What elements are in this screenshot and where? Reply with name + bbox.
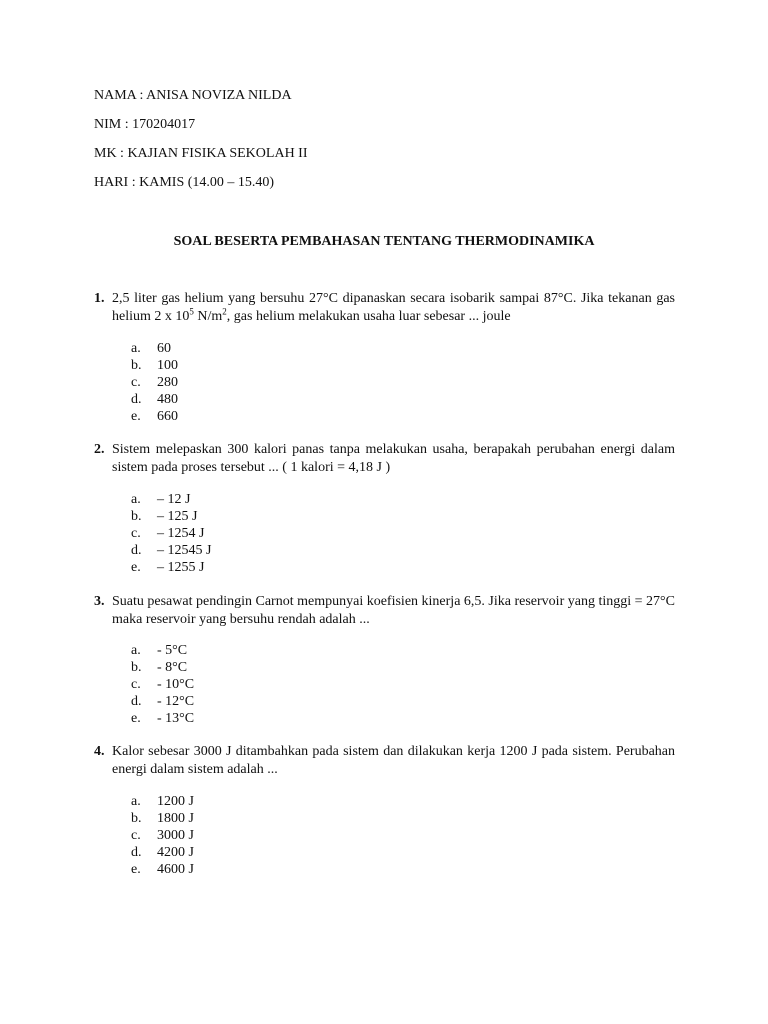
answer-option (131, 391, 178, 408)
option-text: 4200 J (157, 845, 194, 860)
option-text: 1200 J (157, 794, 194, 809)
option-text: - 8°C (157, 660, 188, 675)
question-4 (94, 743, 675, 779)
answer-option (131, 491, 211, 508)
answer-option (131, 710, 194, 727)
option-letter: c. (131, 677, 141, 692)
option-text: – 125 J (157, 509, 198, 524)
option-letter: b. (131, 660, 142, 675)
student-nim: NIM : 170204017 (94, 117, 196, 132)
option-letter: d. (131, 694, 142, 709)
option-text: 4600 J (157, 862, 194, 877)
answer-option (131, 525, 211, 542)
option-text: – 1255 J (157, 560, 205, 575)
question-number: 3. (94, 594, 105, 609)
option-text: 660 (157, 409, 178, 424)
answer-option (131, 374, 178, 391)
student-name: NAMA : ANISA NOVIZA NILDA (94, 88, 292, 103)
option-letter: d. (131, 392, 142, 407)
answer-option (131, 810, 194, 827)
course-name: MK : KAJIAN FISIKA SEKOLAH II (94, 146, 308, 161)
option-text: - 13°C (157, 711, 195, 726)
option-letter: c. (131, 375, 141, 390)
option-text: 480 (157, 392, 178, 407)
option-letter: a. (131, 492, 141, 507)
option-letter: c. (131, 526, 141, 541)
answer-option (131, 542, 211, 559)
answer-option (131, 793, 194, 810)
option-text: - 5°C (157, 643, 188, 658)
question-text: Sistem melepaskan 300 kalori panas tanpa melakukan usaha, berapakah perubahan energi dalam sistem pada proses tersebut ... ( 1 kalori = 4,18 J ) (112, 442, 675, 475)
option-letter: b. (131, 509, 142, 524)
question-number: 1. (94, 291, 105, 306)
answer-option (131, 861, 194, 878)
question-number: 2. (94, 442, 105, 457)
option-text: 1800 J (157, 811, 194, 826)
answer-option (131, 693, 194, 710)
exponent: 5 (189, 306, 194, 317)
option-letter: e. (131, 711, 141, 726)
exponent: 2 (222, 306, 227, 317)
option-letter: a. (131, 794, 141, 809)
question-text-part: 2,5 liter gas helium yang bersuhu 27°C dipanaskan secara isobarik sampai 87°C. Jika tekanan gas helium 2 x 10 (112, 291, 675, 324)
answer-option (131, 844, 194, 861)
option-letter: e. (131, 409, 141, 424)
question-1 (94, 290, 675, 326)
option-text: 280 (157, 375, 178, 390)
option-text: – 1254 J (157, 526, 205, 541)
question-text: Kalor sebesar 3000 J ditambahkan pada sistem dan dilakukan kerja 1200 J pada sistem. Perubahan energi dalam sistem adalah ... (112, 744, 675, 777)
answer-option (131, 827, 194, 844)
answer-option (131, 559, 211, 576)
option-letter: b. (131, 358, 142, 373)
option-text: 3000 J (157, 828, 194, 843)
option-text: – 12 J (157, 492, 191, 507)
option-text: 60 (157, 341, 171, 356)
option-letter: a. (131, 341, 141, 356)
option-letter: d. (131, 543, 142, 558)
answer-options-4 (131, 793, 194, 878)
option-letter: c. (131, 828, 141, 843)
option-text: - 12°C (157, 694, 195, 709)
answer-option (131, 408, 178, 425)
option-letter: b. (131, 811, 142, 826)
question-text: Suatu pesawat pendingin Carnot mempunyai koefisien kinerja 6,5. Jika reservoir yang tinggi = 27°C maka reservoir yang bersuhu rendah adalah ... (112, 594, 675, 627)
question-2 (94, 441, 675, 477)
answer-option (131, 659, 194, 676)
answer-option (131, 340, 178, 357)
answer-options-2 (131, 491, 211, 576)
answer-option (131, 676, 194, 693)
option-letter: e. (131, 560, 141, 575)
option-text: – 12545 J (157, 543, 212, 558)
question-text-part: N/m (193, 309, 223, 324)
option-text: 100 (157, 358, 178, 373)
answer-options-1 (131, 340, 178, 425)
answer-options-3 (131, 642, 194, 727)
question-number: 4. (94, 744, 105, 759)
option-letter: a. (131, 643, 141, 658)
answer-option (131, 508, 211, 525)
option-text: - 10°C (157, 677, 195, 692)
document-title: SOAL BESERTA PEMBAHASAN TENTANG THERMODINAMIKA (173, 234, 595, 249)
class-schedule: HARI : KAMIS (14.00 – 15.40) (94, 175, 275, 190)
option-letter: e. (131, 862, 141, 877)
question-text (112, 290, 675, 326)
option-letter: d. (131, 845, 142, 860)
question-3 (94, 593, 675, 629)
answer-option (131, 642, 194, 659)
answer-option (131, 357, 178, 374)
question-text-part: , gas helium melakukan usaha luar sebesar ... joule (226, 309, 511, 324)
